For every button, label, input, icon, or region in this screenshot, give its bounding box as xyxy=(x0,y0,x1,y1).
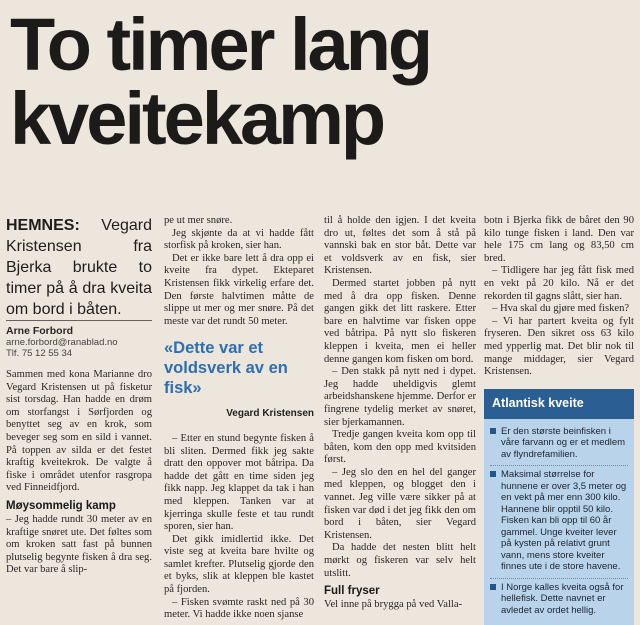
body-paragraph: – Etter en stund begynte fisken å bli sliten. Dermed fikk jeg sakte dratt den oppover mot båtripa. Da hadde det gått en time siden jeg fikk napp. Jeg klappet da tak i han med kleppen. Tanken var at kjerringa skulle feste et tau rundt sporen, sier han. xyxy=(164,432,314,533)
body-paragraph: Jeg skjønte da at vi hadde fått storfisk på kroken, sier han. xyxy=(164,227,314,252)
headline-line-1: To timer lang xyxy=(10,3,431,86)
article-column-4 xyxy=(484,215,634,616)
lead-paragraph xyxy=(6,215,152,320)
pull-quote: «Dette var et voldsverk av en fisk» xyxy=(164,339,288,398)
byline-rule xyxy=(6,320,152,321)
square-bullet-icon xyxy=(490,471,496,477)
headline-line-2: kveitekamp xyxy=(10,77,384,160)
body-paragraph: Da hadde det nesten blitt helt mørkt og fiskeren var selv helt utslitt. xyxy=(324,542,476,579)
body-paragraph: botn i Bjerka fikk de båret den 90 kilo tunge fisken i land. Den var hele 175 cm lang og 83,50 cm bred. xyxy=(484,215,634,264)
subhead: Full fryser xyxy=(324,585,380,598)
factbox-list xyxy=(484,419,634,622)
factbox-item-text: I Norge kalles kveita også for hellefisk. Dette navnet er avledet av ordet hellig. xyxy=(501,581,624,616)
factbox-item xyxy=(490,466,628,579)
body-paragraph: Tredje gangen kveita kom opp til båten, kom den opp med kvitsiden først. xyxy=(324,429,476,466)
article-column-2 xyxy=(164,215,314,621)
body-paragraph: – Jeg slo den en hel del ganger med kleppen, og blogget den i vannet. Jeg ville være sikker på at fisken var død i det jeg fikk den om bord i båten, sier Vegard Kristensen. xyxy=(324,466,476,541)
body-paragraph: – Tidligere har jeg fått fisk med en vekt på 20 kilo. Nå er det rekorden til gagns slått, sier han. xyxy=(484,265,634,302)
body-paragraph: – Vi har partert kveita og fylt fryseren. Den sikret oss 63 kilo med ypperlig mat. Det blir nok til mange middager, sier Vegard Kristensen. xyxy=(484,315,634,378)
factbox xyxy=(484,389,634,625)
byline-phone: Tlf. 75 12 55 34 xyxy=(6,348,73,359)
square-bullet-icon xyxy=(490,428,496,434)
article-column-1 xyxy=(6,215,152,607)
byline-name: Arne Forbord xyxy=(6,325,74,337)
body-paragraph: Sammen med kona Marianne dro Vegard Kristensen ut på fisketur sist torsdag. Han hadde en drøm om storfangst i Sørfjorden og benyttet seg av en krok, som beveger seg som en sild i vannet. På toppen av silda er det festet kraftig kveitekrok. De valgte å fiske i området utenfor rasgropa ved Finneidfjord. xyxy=(6,369,152,494)
body-paragraph: Det er ikke bare lett å dra opp ei kveite fra dypet. Ekteparet Kristensen fikk virkelig erfare det. Den første halvtimen måtte de slippe ut mer og mer snøre. På det meste var det rundt 50 meter. xyxy=(164,252,314,327)
body-paragraph: – Hva skal du gjøre med fisken? xyxy=(492,303,630,315)
byline-email: arne.forbord@ranablad.no xyxy=(6,337,118,348)
article-column-3 xyxy=(324,215,476,611)
factbox-title: Atlantisk kveite xyxy=(484,389,634,419)
body-paragraph: Det gikk imidlertid ikke. Det viste seg at kveita bare hvilte og samlet krefter. Plutselig gjorde den et byks, slik at kleppen ble kastet på fjorden. xyxy=(164,533,314,596)
body-paragraph: pe ut mer snøre. xyxy=(164,215,233,226)
lead-place: HEMNES: xyxy=(6,217,80,234)
factbox-item-text: Maksimal størrelse for hunnene er over 3,5 meter og en vekt på mer enn 300 kilo. Hannene blir opptil 50 kilo. Fisken kan bli opp til 60 år gammel. Unge kveiter lever på kysten på relativt grunt vann, mens store kveiter finnes ute i de store havene. xyxy=(501,469,627,573)
body-paragraph: Dermed startet jobben på nytt med å dra opp fisken. Denne gangen gikk det litt raskere. Etter bare en halvtime var fisken oppe ved båtripa. På nytt slo fiskeren kleppen i kveita, men ei heller denne gangen kom fisken om bord. xyxy=(324,277,476,365)
factbox-item xyxy=(490,579,628,622)
body-paragraph: Vel inne på brygga på ved Valla- xyxy=(324,599,463,611)
body-paragraph: – Den stakk på nytt ned i dypet. Jeg hadde uheldigvis glemt arbeidshanskene hjemme. Derfor er fingrene tydelig merket av snøret, sier bjerkamannen. xyxy=(324,366,476,428)
lead-text: Vegard Kristensen fra Bjerka brukte to timer på å dra kveita om bord i båten. xyxy=(6,217,152,318)
body-paragraph: til å holde den igjen. I det kveita dro ut, føltes det som å stå på vannski bak en stor båt. Dette var et voldsverk av en fisk, sier Kristensen. xyxy=(324,215,476,277)
body-paragraph: – Jeg hadde rundt 30 meter av en kraftige snøret ute. Det føltes som om kroken satt fast på bunnen plutselig begynte fisken å dra seg. Det var bare å slip- xyxy=(6,513,152,576)
factbox-item xyxy=(490,423,628,467)
square-bullet-icon xyxy=(490,584,496,590)
pull-quote-attribution: Vegard Kristensen xyxy=(226,408,314,420)
factbox-item-text: Er den største beinfisken i våre farvann og er et medlem av flyndrefamilien. xyxy=(501,425,626,460)
body-paragraph: – Fisken svømte raskt ned på 30 meter. Vi hadde ikke noen sjanse xyxy=(164,596,314,621)
byline xyxy=(6,325,152,359)
subhead: Møysommelig kamp xyxy=(6,499,116,512)
headline xyxy=(10,3,635,160)
